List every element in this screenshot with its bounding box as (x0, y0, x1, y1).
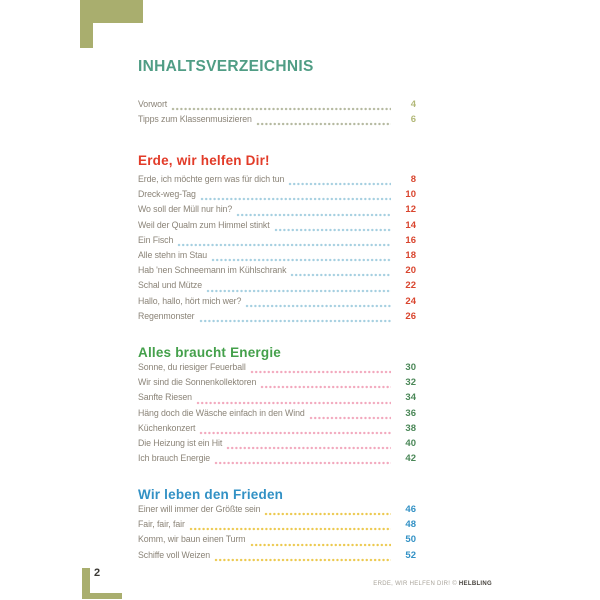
toc-entry-page: 18 (405, 249, 416, 261)
toc-entry-page: 8 (410, 174, 416, 185)
dot-leader (171, 107, 391, 111)
toc-entry-label: Ein Fisch (138, 234, 174, 245)
toc-entry-label: Alle stehn im Stau (138, 249, 208, 260)
toc-entry (138, 408, 416, 423)
toc-entry-label: Küchenkonzert (138, 422, 196, 433)
toc-entry-label: Komm, wir baun einen Turm (138, 534, 246, 545)
toc-entry-page: 20 (405, 265, 416, 277)
toc-entry-label: Hallo, hallo, hört mich wer? (138, 295, 242, 306)
dot-leader (214, 461, 391, 465)
toc-entry-page: 50 (405, 534, 416, 546)
toc-entry-page: 38 (405, 422, 416, 434)
dot-leader (264, 512, 391, 516)
toc-entry (138, 114, 416, 129)
dot-leader (196, 401, 391, 405)
toc-entry-label: Die Heizung ist ein Hit (138, 437, 223, 448)
toc-entry-page: 32 (405, 377, 416, 389)
dot-leader (236, 213, 391, 217)
section-heading-frieden: Wir leben den Frieden (138, 487, 284, 502)
toc-entry (138, 519, 416, 534)
toc-entry-page: 48 (405, 519, 416, 531)
toc-entry (138, 534, 416, 549)
corner-decoration-bottom-bar (82, 593, 122, 599)
footer-brand: HELBLING (458, 581, 492, 587)
section-list-energie (138, 362, 416, 468)
toc-entry-page: 16 (405, 234, 416, 246)
dot-leader (250, 543, 391, 547)
toc-entry (138, 204, 416, 219)
toc-entry-page: 22 (405, 280, 416, 292)
page-title: INHALTSVERZEICHNIS (138, 58, 314, 75)
toc-entry-page: 26 (405, 310, 416, 322)
toc-entry-label: Wir sind die Sonnenkollektoren (138, 377, 257, 388)
toc-entry-page: 34 (405, 392, 416, 404)
toc-entry-page: 42 (405, 453, 416, 465)
toc-entry (138, 220, 416, 235)
section-list-frieden (138, 504, 416, 565)
toc-entry (138, 453, 416, 468)
section-list-erde (138, 174, 416, 326)
dot-leader (199, 431, 391, 435)
toc-entry-label: Fair, fair, fair (138, 519, 185, 530)
toc-entry-page: 52 (405, 549, 416, 561)
frontmatter-list (138, 99, 416, 129)
dot-leader (274, 228, 391, 232)
toc-entry-label: Hab 'nen Schneemann im Kühlschrank (138, 265, 287, 276)
toc-entry-page: 30 (405, 362, 416, 373)
toc-entry-page: 10 (405, 189, 416, 201)
toc-entry-label: Wo soll der Müll nur hin? (138, 204, 233, 215)
toc-entry-page: 40 (405, 437, 416, 449)
toc-entry (138, 189, 416, 204)
toc-entry (138, 504, 416, 519)
dot-leader (290, 273, 391, 277)
dot-leader (214, 558, 391, 562)
toc-entry-label: Vorwort (138, 99, 168, 109)
toc-entry (138, 265, 416, 280)
toc-entry-label: Einer will immer der Größte sein (138, 504, 261, 514)
toc-entry-label: Dreck-weg-Tag (138, 189, 196, 200)
toc-entry-label: Häng doch die Wäsche einfach in den Wind (138, 407, 305, 418)
dot-leader (211, 258, 391, 262)
toc-entry-label: Regenmonster (138, 310, 195, 321)
toc-entry (138, 423, 416, 438)
section-heading-energie: Alles braucht Energie (138, 345, 281, 360)
corner-decoration-top-stem (80, 0, 93, 48)
toc-entry (138, 392, 416, 407)
dot-leader (309, 416, 391, 420)
toc-entry-label: Weil der Qualm zum Himmel stinkt (138, 219, 270, 230)
dot-leader (288, 182, 391, 186)
toc-entry (138, 99, 416, 114)
toc-entry (138, 280, 416, 295)
dot-leader (260, 385, 391, 389)
section-heading-erde: Erde, wir helfen Dir! (138, 153, 270, 168)
toc-entry-label: Sonne, du riesiger Feuerball (138, 362, 246, 372)
dot-leader (177, 243, 391, 247)
toc-entry-label: Ich brauch Energie (138, 453, 211, 464)
toc-entry-label: Sanfte Riesen (138, 392, 192, 403)
dot-leader (200, 197, 391, 201)
toc-entry-label: Schal und Mütze (138, 280, 203, 291)
footer-credit (373, 581, 492, 587)
dot-leader (256, 122, 391, 126)
dot-leader (189, 527, 391, 531)
toc-entry (138, 235, 416, 250)
toc-entry-page: 46 (405, 504, 416, 515)
toc-entry-label: Tipps zum Klassenmusizieren (138, 114, 252, 125)
toc-entry-page: 4 (410, 99, 416, 110)
page-number: 2 (94, 567, 101, 579)
toc-entry-label: Erde, ich möchte gern was für dich tun (138, 174, 285, 184)
dot-leader (245, 304, 391, 308)
toc-entry (138, 377, 416, 392)
toc-entry (138, 311, 416, 326)
footer-text: ERDE, WIR HELFEN DIR! © (373, 581, 459, 587)
toc-entry-page: 24 (405, 295, 416, 307)
toc-entry-page: 12 (405, 204, 416, 216)
dot-leader (206, 289, 391, 293)
toc-entry-page: 36 (405, 407, 416, 419)
toc-entry-page: 14 (405, 219, 416, 231)
toc-entry (138, 362, 416, 377)
dot-leader (199, 319, 392, 323)
toc-entry-label: Schiffe voll Weizen (138, 549, 211, 560)
dot-leader (226, 446, 391, 450)
toc-entry (138, 250, 416, 265)
toc-entry-page: 6 (410, 114, 416, 126)
toc-entry (138, 550, 416, 565)
dot-leader (250, 370, 391, 374)
toc-entry (138, 438, 416, 453)
toc-entry (138, 296, 416, 311)
toc-entry (138, 174, 416, 189)
